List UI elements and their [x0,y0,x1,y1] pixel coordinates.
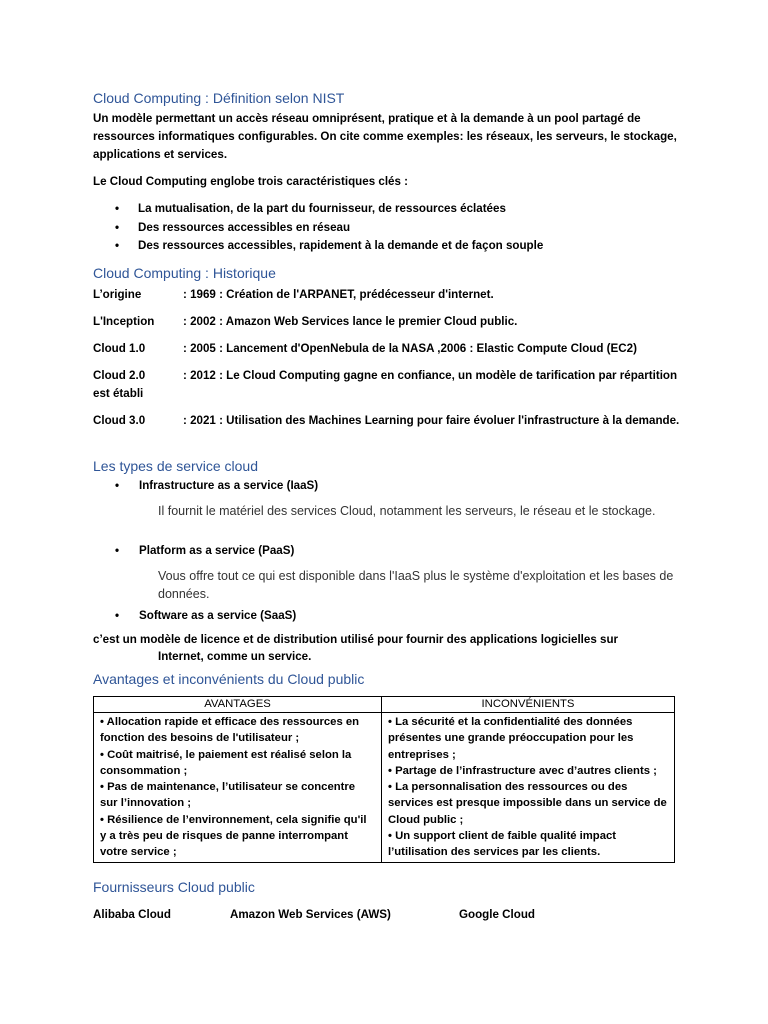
disadvantage-item: • La sécurité et la confidentialité des données présentes une grande préoccupation pour les entreprises ; [388,716,634,761]
document-page: Cloud Computing : Définition selon NIST Un modèle permettant un accès réseau omniprésent, pratique et à la demande à un pool partagé de ressources informatiques configurables. On cite comme exemples: les réseaux, les serveurs, le stockage, applications et services. Le Cloud Computing englobe trois caractéristiques clés : • La mutualisation, de la part du fournisseur, de ressources éclatées • Des ressources accessibles en réseau • Des ressources accessibles, rapidement à la demande et de façon souple Cloud Computing : Historique L’origine : 1969 : Création de l'ARPANET, prédécesseur d'internet. L'Inception : 2002 : Amazon Web Services lance le premier Cloud public. Cloud 1.0 : 2005 : Lancement d'OpenNebula de la NASA ,2006 : Elastic Compute Cloud (EC2) Cloud 2.0 : 2012 : Le Cloud Computing gagne en confiance, un modèle de tarification par répartition est établi Cloud 3.0 : 2021 : Utilisation des Machines Learning pour faire évoluer l'infrastructure à la demande. Les types de service cloud • Infrastructure as a service (IaaS) Il fournit le matériel des services Cloud, notamment les serveurs, le réseau et le stockage. • Platform as a service (PaaS) Vous offre tout ce qui est disponible dans l'IaaS plus le système d'exploitation et les bases de données. • Software as a service (SaaS) c’est un modèle de licence et de distribution utilisé pour fournir des applications logicielles sur Internet, comme un service. Avantages et inconvénients du Cloud public AVANTAGES INCONVÉNIENTS • Allocation rapide et efficace des ressources en fonction des besoins de l'utilisateur ; • Coût maitrisé, le paiement est réalisé selon la consommation ; • Pas de maintenance, l’utilisateur se concentre sur l’innovation ; • Résilience de l’environnement, cela signifie qu'il y a très peu de risques de panne interrompant votre service ; • La sécurité et la confidentialité des données présentes une grande préoccupation pour les entreprises ; • Partage de l’infrastructure avec d’autres clients ; • La personnalisation des ressources ou des services est presque impossible dans un service de Cloud public ; • Un support client de faible qualité impact l’utilisation des services par les clients. Fournisseurs Cloud public Alibaba Cloud Amazon Web Services (AWS) Google Cloud [0,0,768,1024]
heading-nist: Cloud Computing : Définition selon NIST [93,90,345,106]
history-entry-cloud1: Cloud 1.0 : 2005 : Lancement d'OpenNebula de la NASA ,2006 : Elastic Compute Cloud (EC2) [93,342,637,355]
history-entry-inception: L'Inception : 2002 : Amazon Web Services lance le premier Cloud public. [93,315,518,328]
list-item: • Des ressources accessibles en réseau [115,220,351,234]
disadvantage-item: • Un support client de faible qualité impact l’utilisation des services par les clients. [388,830,617,859]
provider-alibaba: Alibaba Cloud [93,908,171,921]
characteristics-list [93,200,673,256]
service-paas-desc: Vous offre tout ce qui est disponible dans l'IaaS plus le système d'exploitation et les bases de données. [158,569,674,601]
provider-google: Google Cloud [459,908,535,921]
disadvantages-cell [382,713,675,863]
advantage-item: • Allocation rapide et efficace des ressources en fonction des besoins de l'utilisateur ; [100,716,360,745]
history-entry-origin: L’origine : 1969 : Création de l'ARPANET, prédécesseur d'internet. [93,288,494,301]
col-header-disadvantages: INCONVÉNIENTS [382,697,675,713]
list-item: • Des ressources accessibles, rapidement à la demande et de façon souple [115,239,544,252]
advantages-cell [94,713,382,863]
heading-pros-cons: Avantages et inconvénients du Cloud public [93,671,365,687]
saas-text-1: c’est un modèle de licence et de distribution utilisé pour fournir des applications logicielles sur [93,633,619,646]
list-item: • La mutualisation, de la part du fournisseur, de ressources éclatées [115,202,506,215]
heading-services: Les types de service cloud [93,458,258,474]
nist-paragraph: Un modèle permettant un accès réseau omniprésent, pratique et à la demande à un pool partagé de ressources informatiques configurables. On cite comme exemples: les réseaux, les serveurs, le stockage, applications et services. [93,112,677,161]
service-iaas-desc: Il fournit le matériel des services Cloud, notamment les serveurs, le réseau et le stockage. [158,504,656,518]
provider-aws: Amazon Web Services (AWS) [230,908,391,921]
history-entry-cloud2: Cloud 2.0 : 2012 : Le Cloud Computing gagne en confiance, un modèle de tarification par répartition est établi [93,369,678,400]
advantage-item: • Coût maitrisé, le paiement est réalisé selon la consommation ; [100,748,352,777]
disadvantage-item: • La personnalisation des ressources ou des services est presque impossible dans un service de Cloud public ; [388,781,667,826]
disadvantage-item: • Partage de l’infrastructure avec d’autres clients ; [388,764,657,777]
advantage-item: • Résilience de l’environnement, cela signifie qu'il y a très peu de risques de panne interrompant votre service ; [100,813,367,859]
col-header-advantages: AVANTAGES [94,697,382,713]
history-entry-cloud3: Cloud 3.0 : 2021 : Utilisation des Machines Learning pour faire évoluer l'infrastructure à la demande. [93,414,680,427]
saas-text-2: Internet, comme un service. [158,650,312,663]
pros-cons-table [93,696,675,863]
heading-history: Cloud Computing : Historique [93,265,276,281]
heading-providers: Fournisseurs Cloud public [93,879,255,895]
nist-intro: Le Cloud Computing englobe trois caractéristiques clés : [93,175,409,188]
advantage-item: • Pas de maintenance, l’utilisateur se concentre sur l’innovation ; [100,781,356,810]
